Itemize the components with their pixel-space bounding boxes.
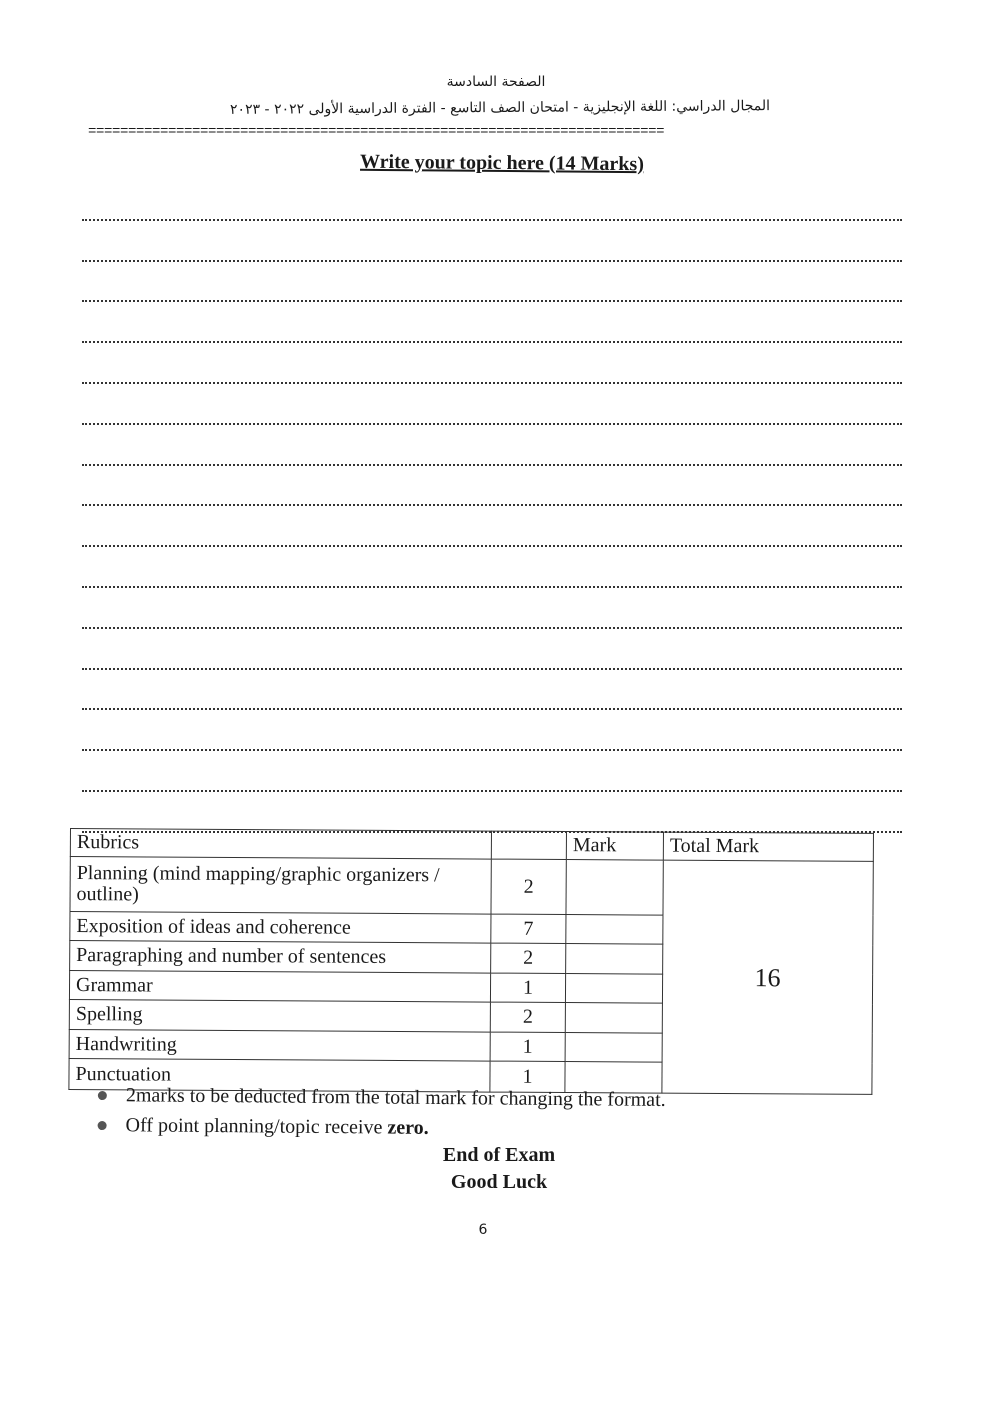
dotted-rule: [82, 464, 902, 466]
rubric-mark-cell[interactable]: [566, 944, 663, 974]
total-mark-value: 16: [662, 861, 873, 1095]
rubric-mark-cell[interactable]: [566, 860, 663, 915]
rubric-label: Handwriting: [69, 1029, 490, 1061]
writing-line[interactable]: [76, 276, 908, 317]
rubric-table: [68, 828, 874, 1095]
points-header: [491, 831, 566, 860]
writing-line[interactable]: [76, 765, 908, 806]
rubric-label: Exposition of ideas and coherence: [70, 911, 491, 943]
dotted-rule: [82, 382, 902, 384]
total-mark-header: Total Mark: [663, 832, 873, 862]
rubric-points: 2: [490, 1003, 565, 1033]
writing-line[interactable]: [76, 316, 908, 357]
writing-line[interactable]: [76, 724, 908, 765]
note-text: Off point planning/topic receive: [125, 1114, 388, 1139]
good-luck: Good Luck: [450, 1171, 548, 1193]
dotted-rule: [82, 708, 902, 710]
dotted-rule: [82, 300, 902, 302]
rubric-mark-cell[interactable]: [566, 915, 663, 945]
rubric-label: Planning (mind mapping/graphic organizers / outline): [70, 857, 491, 914]
note-text: 2marks to be deducted from the total mark for changing the format.: [125, 1084, 666, 1111]
end-of-exam: End of Exam: [442, 1144, 556, 1166]
dotted-rule: [82, 341, 902, 343]
dotted-rule: [82, 260, 902, 262]
writing-line[interactable]: [76, 684, 908, 725]
dotted-rule: [82, 504, 902, 506]
rubric-points: 2: [491, 944, 566, 974]
writing-line[interactable]: [76, 520, 908, 561]
writing-line[interactable]: [76, 602, 908, 643]
dotted-rule: [82, 586, 902, 588]
dotted-rule: [82, 749, 902, 751]
page-number: 6: [478, 1222, 488, 1238]
rubric-label: Punctuation: [69, 1059, 490, 1092]
writing-line[interactable]: [76, 194, 908, 235]
closing-block: [0, 1142, 992, 1196]
rubrics-header: Rubrics: [70, 829, 491, 860]
dotted-rule: [82, 627, 902, 629]
rubric-points: 1: [490, 1032, 565, 1062]
rubric-points: 1: [490, 1061, 565, 1092]
rubric-mark-cell[interactable]: [565, 1003, 662, 1033]
writing-line[interactable]: [76, 235, 908, 276]
rubric-row: [70, 857, 873, 916]
writing-area[interactable]: [76, 194, 908, 847]
rubric-label: Grammar: [69, 970, 490, 1002]
dotted-rule: [82, 219, 902, 221]
writing-line[interactable]: [76, 357, 908, 398]
rubric-points: 7: [491, 914, 566, 944]
dotted-rule: [82, 790, 902, 792]
writing-line[interactable]: [76, 439, 908, 480]
bullet-icon: [98, 1091, 107, 1100]
mark-header: Mark: [566, 832, 663, 861]
page-label: الصفحة السادسة: [446, 74, 546, 90]
topic-title: Write your topic here (14 Marks): [359, 150, 645, 176]
writing-line[interactable]: [76, 480, 908, 521]
dotted-rule: [82, 545, 902, 547]
separator-line: ========================================================================: [88, 124, 665, 140]
dotted-rule: [82, 668, 902, 670]
rubric-mark-cell[interactable]: [565, 1032, 662, 1062]
note-emphasis: zero.: [387, 1116, 429, 1139]
notes-list: [95, 1080, 815, 1146]
writing-line[interactable]: [76, 398, 908, 439]
rubric-points: 1: [490, 973, 565, 1003]
rubric-points: 2: [491, 859, 566, 914]
bullet-icon: [98, 1121, 107, 1130]
subject-line: المجال الدراسي: اللغة الإنجليزية - امتحان الصف التاسع - الفترة الدراسية الأولى ٢٠٢٢ - ٢٠٢٣: [229, 98, 771, 118]
note-item: [95, 1110, 815, 1146]
rubric-label: Paragraphing and number of sentences: [70, 941, 491, 973]
writing-line[interactable]: [76, 643, 908, 684]
writing-line[interactable]: [76, 561, 908, 602]
rubric-label: Spelling: [69, 1000, 490, 1032]
rubric-mark-cell[interactable]: [565, 973, 662, 1003]
dotted-rule: [82, 423, 902, 425]
